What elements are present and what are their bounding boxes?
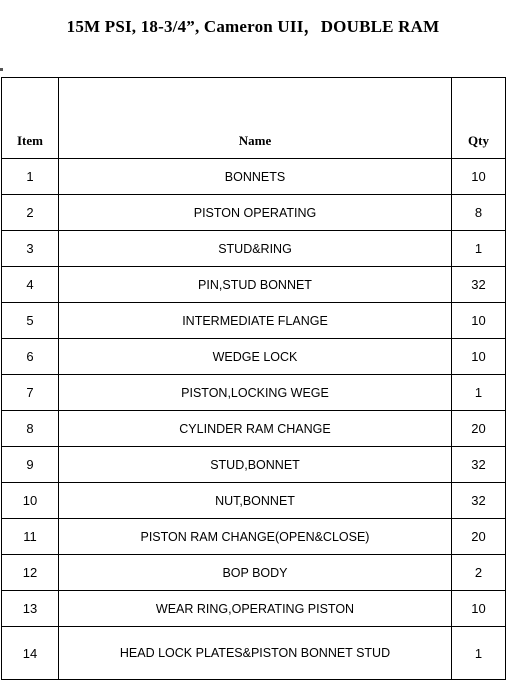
cell-name: HEAD LOCK PLATES&PISTON BONNET STUD [59,627,452,680]
edge-marker [0,68,3,71]
cell-name: WEDGE LOCK [59,339,452,375]
cell-name: PIN,STUD BONNET [59,267,452,303]
cell-qty: 10 [452,159,506,195]
cell-qty: 1 [452,627,506,680]
cell-qty: 1 [452,375,506,411]
table-row [2,447,506,483]
cell-item: 2 [2,195,59,231]
cell-item: 8 [2,411,59,447]
cell-name: BOP BODY [59,555,452,591]
cell-qty: 20 [452,411,506,447]
cell-name: STUD&RING [59,231,452,267]
table-row [2,555,506,591]
cell-name: PISTON,LOCKING WEGE [59,375,452,411]
table-row [2,411,506,447]
cell-name: PISTON OPERATING [59,195,452,231]
cell-item: 11 [2,519,59,555]
table-row [2,339,506,375]
table-row [2,267,506,303]
cell-name: PISTON RAM CHANGE(OPEN&CLOSE) [59,519,452,555]
table-row [2,591,506,627]
table-row [2,231,506,267]
cell-qty: 10 [452,591,506,627]
document-title: 15M PSI, 18-3/4”, Cameron UII，DOUBLE RAM [66,17,440,36]
cell-qty: 10 [452,303,506,339]
cell-name: STUD,BONNET [59,447,452,483]
cell-qty: 32 [452,267,506,303]
cell-item: 4 [2,267,59,303]
cell-item: 3 [2,231,59,267]
parts-table [1,77,506,680]
header-name: Name [59,78,452,159]
cell-qty: 8 [452,195,506,231]
table-row [2,519,506,555]
cell-name: WEAR RING,OPERATING PISTON [59,591,452,627]
table-row [2,483,506,519]
table-row [2,627,506,680]
cell-item: 14 [2,627,59,680]
cell-qty: 20 [452,519,506,555]
cell-qty: 10 [452,339,506,375]
cell-name: NUT,BONNET [59,483,452,519]
cell-item: 1 [2,159,59,195]
cell-item: 10 [2,483,59,519]
cell-item: 9 [2,447,59,483]
cell-item: 6 [2,339,59,375]
cell-name: CYLINDER RAM CHANGE [59,411,452,447]
cell-qty: 2 [452,555,506,591]
table-row [2,195,506,231]
cell-qty: 1 [452,231,506,267]
cell-qty: 32 [452,483,506,519]
table-row [2,159,506,195]
cell-qty: 32 [452,447,506,483]
header-qty: Qty [452,78,506,159]
cell-item: 5 [2,303,59,339]
cell-item: 12 [2,555,59,591]
table-row [2,303,506,339]
cell-name: BONNETS [59,159,452,195]
table-header-row [2,78,506,159]
cell-item: 13 [2,591,59,627]
cell-name: INTERMEDIATE FLANGE [59,303,452,339]
header-item: Item [2,78,59,159]
cell-item: 7 [2,375,59,411]
table-row [2,375,506,411]
